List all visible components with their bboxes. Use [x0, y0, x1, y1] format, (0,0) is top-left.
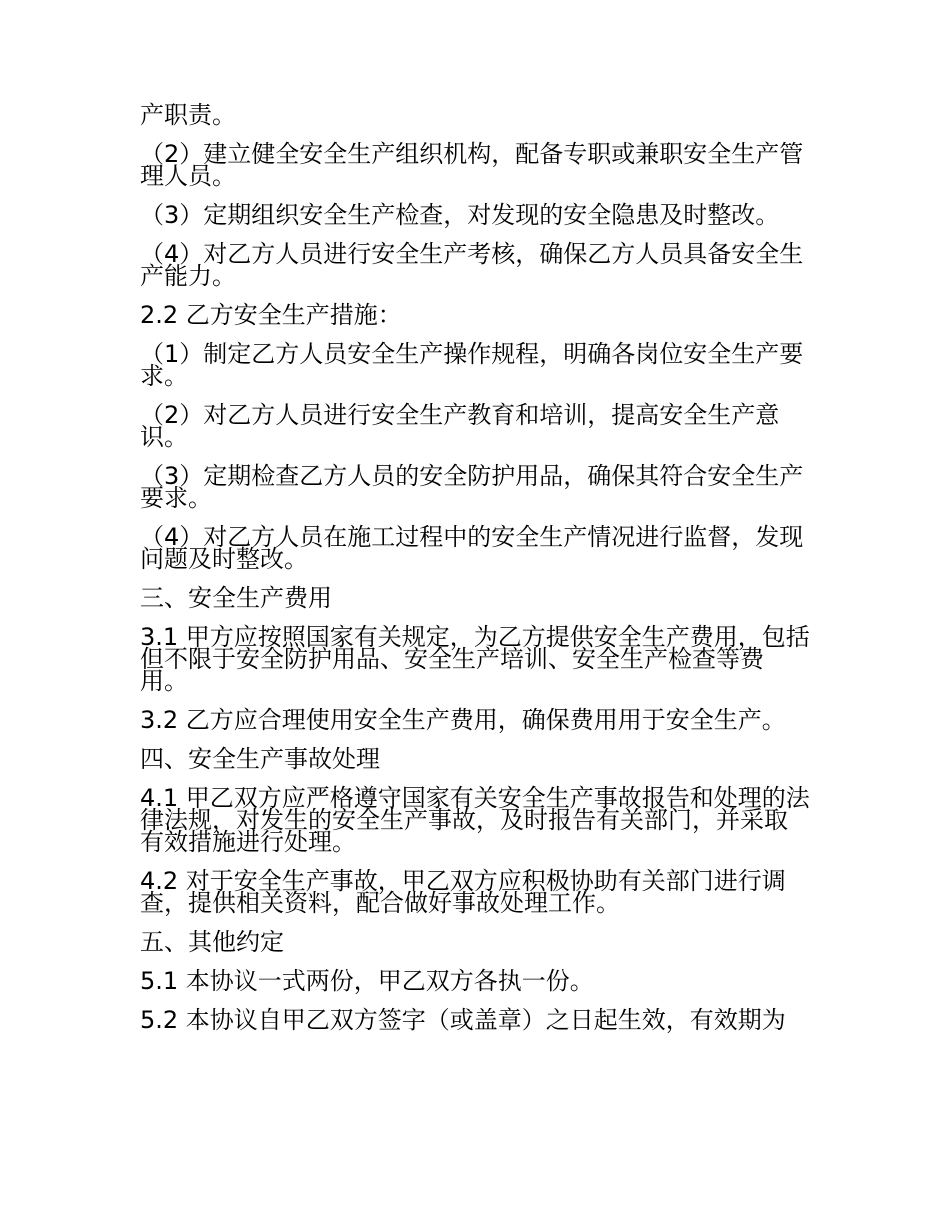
paragraph-b-measure-3: （3）定期检查乙方人员的安全防护用品，确保其符合安全生产要求。 — [140, 462, 804, 512]
section-4-heading: 四、安全生产事故处理 — [140, 745, 380, 773]
paragraph-4-2: 4.2 对于安全生产事故，甲乙双方应积极协助有关部门进行调查，提供相关资料，配合做好事故处理工作。 — [140, 867, 786, 917]
paragraph-5-1: 5.1 本协议一式两份，甲乙双方各执一份。 — [140, 967, 594, 995]
paragraph-4-1: 4.1 甲乙双方应严格遵守国家有关安全生产事故报告和处理的法律法规，对发生的安全生产事故，及时报告有关部门，并采取有效措施进行处理。 — [140, 784, 810, 856]
paragraph-b-measure-2: （2）对乙方人员进行安全生产教育和培训，提高安全生产意识。 — [140, 401, 780, 451]
section-3-heading: 三、安全生产费用 — [140, 584, 332, 612]
section-2-2-heading: 2.2 乙方安全生产措施： — [140, 301, 402, 329]
section-5-heading: 五、其他约定 — [140, 928, 284, 956]
paragraph-3-1: 3.1 甲方应按照国家有关规定，为乙方提供安全生产费用，包括但不限于安全防护用品、安全生产培训、安全生产检查等费用。 — [140, 623, 810, 695]
paragraph-a-measure-3: （3）定期组织安全生产检查，对发现的安全隐患及时整改。 — [140, 201, 780, 229]
paragraph-a-measure-4: （4）对乙方人员进行安全生产考核，确保乙方人员具备安全生产能力。 — [140, 240, 804, 290]
paragraph-3-2: 3.2 乙方应合理使用安全生产费用，确保费用用于安全生产。 — [140, 706, 786, 734]
paragraph-duty-end: 产职责。 — [140, 101, 236, 129]
paragraph-b-measure-1: （1）制定乙方人员安全生产操作规程，明确各岗位安全生产要求。 — [140, 340, 804, 390]
paragraph-b-measure-4: （4）对乙方人员在施工过程中的安全生产情况进行监督，发现问题及时整改。 — [140, 523, 804, 573]
paragraph-a-measure-2: （2）建立健全安全生产组织机构，配备专职或兼职安全生产管理人员。 — [140, 140, 804, 190]
document-body — [140, 101, 810, 1048]
paragraph-5-2: 5.2 本协议自甲乙双方签字（或盖章）之日起生效，有效期为 — [140, 1006, 786, 1034]
